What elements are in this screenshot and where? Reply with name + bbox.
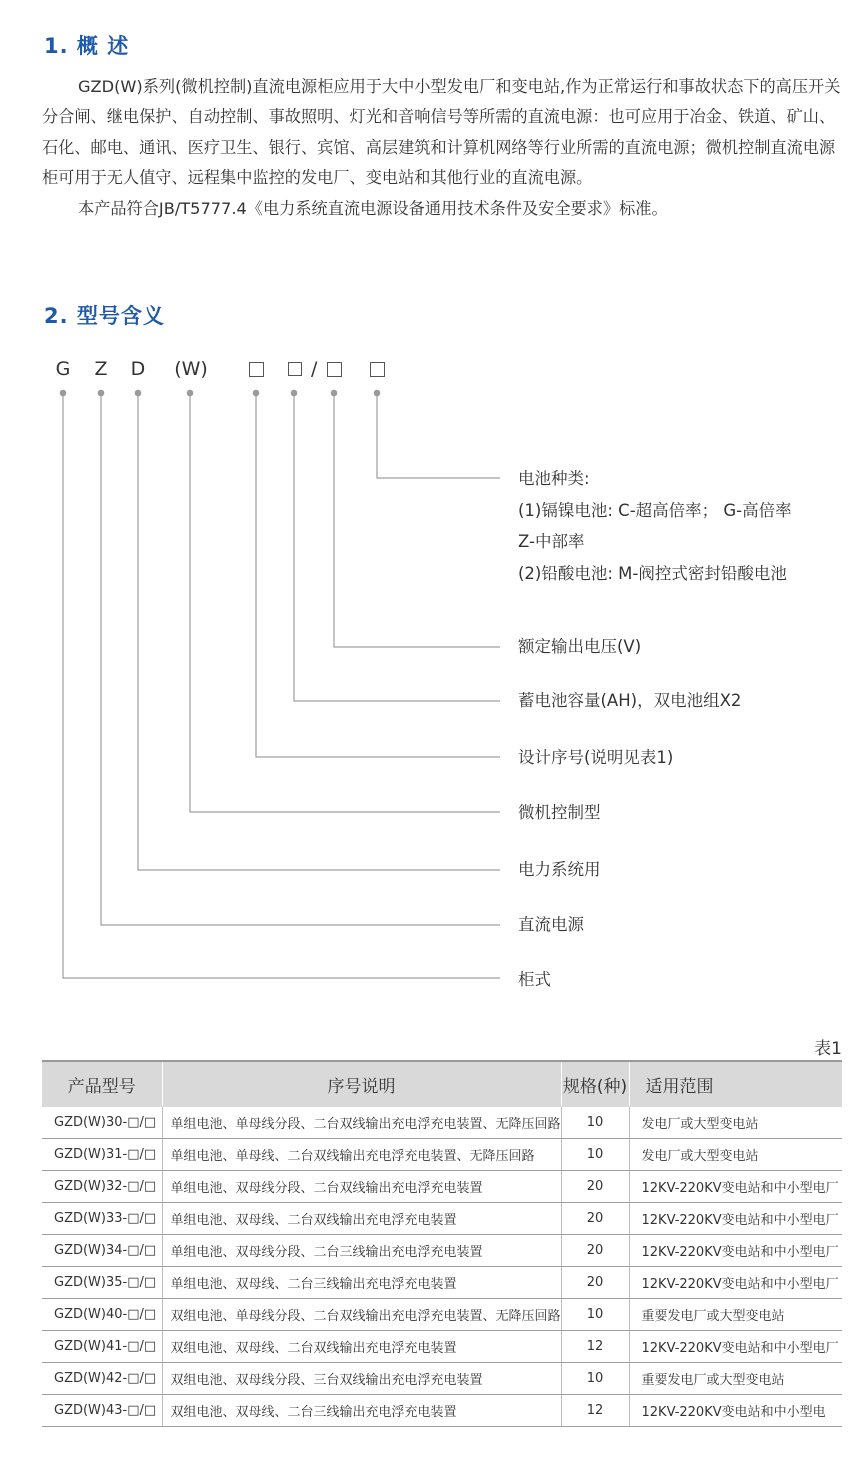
- legend-battery-type-line: (2)铅酸电池: M-阀控式密封铅酸电池: [518, 563, 787, 583]
- cell-product-model: GZD(W)34-□/□: [42, 1235, 162, 1267]
- leader-dot-serial: [253, 390, 260, 397]
- table-row: [42, 1267, 842, 1299]
- table-row: [42, 1395, 842, 1427]
- cell-application-range: 12KV-220KV变电站和中小型电: [629, 1395, 842, 1427]
- cell-serial-description: 单组电池、双母线、二台双线输出充电浮充电装置: [162, 1203, 561, 1235]
- leader-line-voltage: [334, 393, 500, 647]
- legend-battery-type-heading: 电池种类:: [518, 469, 590, 488]
- cell-serial-description: 双组电池、双母线、二台双线输出充电浮充电装置: [162, 1331, 561, 1363]
- header-product-model: 产品型号: [42, 1061, 162, 1107]
- cell-product-model: GZD(W)31-□/□: [42, 1139, 162, 1171]
- leader-line-battery-type: [377, 393, 500, 478]
- cell-product-model: GZD(W)35-□/□: [42, 1267, 162, 1299]
- cell-application-range: 12KV-220KV变电站和中小型电厂: [629, 1235, 842, 1267]
- leader-line-power-system: [138, 393, 500, 870]
- table-row: [42, 1203, 842, 1235]
- cell-serial-description: 双组电池、双母线分段、三台双线输出充电浮充电装置: [162, 1363, 561, 1395]
- cell-spec-count: 10: [561, 1139, 629, 1171]
- leader-dot-z: [98, 390, 105, 397]
- legend-dc-power: 直流电源: [518, 915, 584, 934]
- code-letter-g: G: [55, 358, 71, 380]
- table-row: [42, 1331, 842, 1363]
- leader-dot-w: [187, 390, 194, 397]
- leader-line-cabinet: [63, 393, 500, 978]
- legend-battery-type: [518, 463, 792, 589]
- cell-product-model: GZD(W)40-□/□: [42, 1299, 162, 1331]
- leader-dot-g: [60, 390, 67, 397]
- code-letter-w: (W): [174, 358, 208, 380]
- legend-battery-type-line: Z-中部率: [518, 532, 585, 551]
- cell-serial-description: 单组电池、双母线分段、二台双线输出充电浮充电装置: [162, 1171, 561, 1203]
- cell-application-range: 重要发电厂或大型变电站: [629, 1299, 842, 1331]
- cell-spec-count: 20: [561, 1171, 629, 1203]
- legend-power-system: 电力系统用: [518, 860, 601, 879]
- table-row: [42, 1299, 842, 1331]
- cell-application-range: 发电厂或大型变电站: [629, 1107, 842, 1139]
- section-title-model-meaning: 2. 型号含义: [44, 304, 165, 328]
- leader-dot-voltage: [331, 390, 338, 397]
- cell-application-range: 发电厂或大型变电站: [629, 1139, 842, 1171]
- cell-spec-count: 20: [561, 1203, 629, 1235]
- table-body: [42, 1107, 842, 1427]
- cell-spec-count: 12: [561, 1331, 629, 1363]
- header-serial-description: 序号说明: [162, 1061, 561, 1107]
- legend-microcomputer: 微机控制型: [518, 803, 601, 822]
- cell-product-model: GZD(W)43-□/□: [42, 1395, 162, 1427]
- cell-serial-description: 单组电池、单母线、二台双线输出充电浮充电装置、无降压回路: [162, 1139, 561, 1171]
- cell-spec-count: 10: [561, 1363, 629, 1395]
- table-header-row: [42, 1061, 842, 1107]
- cell-product-model: GZD(W)41-□/□: [42, 1331, 162, 1363]
- table-row: [42, 1139, 842, 1171]
- cell-spec-count: 10: [561, 1107, 629, 1139]
- cell-spec-count: 12: [561, 1395, 629, 1427]
- cell-application-range: 12KV-220KV变电站和中小型电厂: [629, 1267, 842, 1299]
- cell-application-range: 重要发电厂或大型变电站: [629, 1363, 842, 1395]
- leader-line-microcomputer: [190, 393, 500, 812]
- legend-cabinet: 柜式: [518, 970, 551, 989]
- code-letter-d: D: [130, 358, 146, 380]
- leader-dot-battery: [374, 390, 381, 397]
- table-caption: 表1: [814, 1039, 842, 1059]
- leader-line-capacity: [294, 393, 500, 701]
- header-application-range: 适用范围: [629, 1061, 842, 1107]
- leader-line-design-serial: [256, 393, 500, 757]
- cell-serial-description: 双组电池、单母线分段、二台双线输出充电浮充电装置、无降压回路: [162, 1299, 561, 1331]
- legend-rated-voltage: 额定输出电压(V): [518, 637, 642, 656]
- cell-application-range: 12KV-220KV变电站和中小型电厂: [629, 1203, 842, 1235]
- cell-spec-count: 20: [561, 1235, 629, 1267]
- leader-dot-d: [135, 390, 142, 397]
- cell-serial-description: 单组电池、双母线、二台三线输出充电浮充电装置: [162, 1267, 561, 1299]
- table-row: [42, 1107, 842, 1139]
- section-title-overview: 1. 概 述: [44, 34, 130, 58]
- table-row: [42, 1363, 842, 1395]
- cell-spec-count: 20: [561, 1267, 629, 1299]
- table-row: [42, 1171, 842, 1203]
- header-spec-count: 规格(种): [561, 1061, 629, 1107]
- legend-design-serial: 设计序号(说明见表1): [518, 748, 674, 767]
- cell-spec-count: 10: [561, 1299, 629, 1331]
- cell-serial-description: 单组电池、双母线分段、二台三线输出充电浮充电装置: [162, 1235, 561, 1267]
- overview-standard-paragraph: 本产品符合JB/T5777.4《电力系统直流电源设备通用技术条件及安全要求》标准。: [78, 198, 668, 218]
- cell-product-model: GZD(W)30-□/□: [42, 1107, 162, 1139]
- leader-line-dc-power: [101, 393, 500, 925]
- cell-application-range: 12KV-220KV变电站和中小型电厂: [629, 1171, 842, 1203]
- code-slash: /: [311, 358, 318, 380]
- cell-product-model: GZD(W)33-□/□: [42, 1203, 162, 1235]
- model-spec-table: [42, 1060, 842, 1427]
- legend-battery-capacity: 蓄电池容量(AH)，双电池组X2: [518, 691, 742, 710]
- legend-battery-type-line: (1)镉镍电池: C-超高倍率； G-高倍率: [518, 500, 792, 520]
- cell-serial-description: 双组电池、双母线、二台三线输出充电浮充电装置: [162, 1395, 561, 1427]
- cell-product-model: GZD(W)42-□/□: [42, 1363, 162, 1395]
- cell-product-model: GZD(W)32-□/□: [42, 1171, 162, 1203]
- cell-application-range: 12KV-220KV变电站和中小型电厂: [629, 1331, 842, 1363]
- code-letter-z: Z: [94, 358, 108, 380]
- cell-serial-description: 单组电池、单母线分段、二台双线输出充电浮充电装置、无降压回路: [162, 1107, 561, 1139]
- overview-paragraph: GZD(W)系列(微机控制)直流电源柜应用于大中小型发电厂和变电站,作为正常运行和事故状态下的高压开关分合闸、继电保护、自动控制、事故照明、灯光和音响信号等所需的直流电源：也可应用于冶金、铁道、矿山、石化、邮电、通讯、医疗卫生、银行、宾馆、高层建筑和计算机网络等行业所需的直流电源；微机控制直流电源柜可用于无人值守、远程集中监控的发电厂、变电站和其他行业的直流电源。: [42, 77, 841, 188]
- leader-dot-capacity: [291, 390, 298, 397]
- table-row: [42, 1235, 842, 1267]
